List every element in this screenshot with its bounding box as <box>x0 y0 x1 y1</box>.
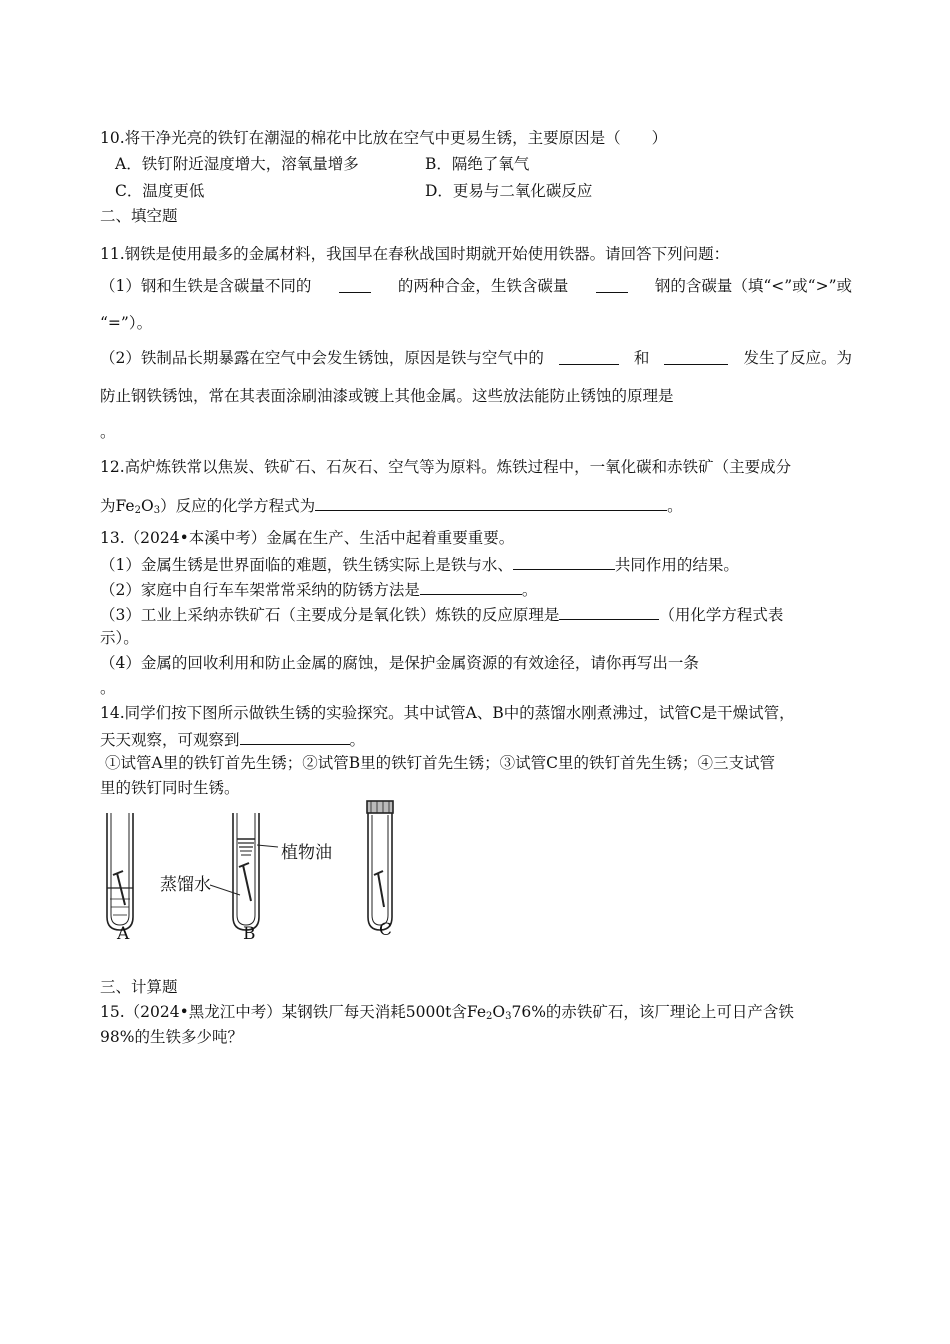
q15-sub1: 2 <box>486 1011 493 1022</box>
tube-b <box>233 813 259 930</box>
q12-sub1: 2 <box>134 505 141 516</box>
q10-option-d: D．更易与二氧化碳反应 <box>425 182 593 200</box>
q13-part4-end: 。 <box>100 679 116 697</box>
q13-part4: （4）金属的回收利用和防止金属的腐蚀，是保护金属资源的有效途径，请你再写出一条 <box>100 654 699 672</box>
q11-part1-line2: “=”）。 <box>100 314 153 332</box>
q10-option-c: C．温度更低 <box>115 182 205 200</box>
q11-p1-text-a: （1）钢和生铁是含碳量不同的 <box>100 277 312 295</box>
q11-part2-line1 <box>100 348 852 368</box>
section-heading-calculation: 三、计算题 <box>100 978 178 996</box>
q14-line3: ①试管A里的铁钉首先生锈；②试管B里的铁钉首先生锈；③试管C里的铁钉首先生锈；④三支试管 <box>105 754 775 772</box>
q15-text-a: 15.（2024•黑龙江中考）某钢铁厂每天消耗5000t含Fe <box>100 1003 486 1021</box>
q13-p2-text-b: 。 <box>521 581 538 599</box>
q15-text-o: O <box>492 1003 506 1021</box>
q10-option-a: A．铁钉附近湿度增大，溶氧量增多 <box>115 155 359 173</box>
q11-blank-1[interactable] <box>339 276 371 293</box>
q11-p1-text-c: 钢的含碳量（填“<”或“>”或 <box>654 277 852 295</box>
q11-p2-text-b: 和 <box>633 349 650 367</box>
q11-stem: 11.钢铁是使用最多的金属材料，我国早在春秋战国时期就开始使用铁器。请回答下列问题： <box>100 245 730 263</box>
q13-part3 <box>100 603 783 625</box>
q10-stem: 10.将干净光亮的铁钉在潮湿的棉花中比放在空气中更易生锈，主要原因是（ ） <box>100 129 668 147</box>
q12-text-o: O <box>140 497 154 515</box>
q13-p3-text-a: （3）工业上采纳赤铁矿石（主要成分是氧化铁）炼铁的反应原理是 <box>100 606 560 624</box>
tube-label-c: C <box>379 920 393 940</box>
q14-line2 <box>100 728 365 750</box>
q11-p2-text-c: 发生了反应。为 <box>743 349 852 367</box>
q11-blank-3[interactable] <box>559 348 619 365</box>
q13-p1-text-b: 共同作用的结果。 <box>614 556 739 574</box>
q11-p2-text-a: （2）铁制品长期暴露在空气中会发生锈蚀，原因是铁与空气中的 <box>100 349 544 367</box>
q14-blank[interactable] <box>240 728 350 745</box>
q15-text-b: 76%的赤铁矿石，该厂理论上可日产含铁 <box>511 1003 794 1021</box>
q13-stem: 13.（2024•本溪中考）金属在生产、生活中起着重要重要。 <box>100 529 515 547</box>
q11-part2-line3: 。 <box>100 423 116 441</box>
q12-text-c: 。 <box>667 497 683 515</box>
oil-leader-line <box>257 845 278 847</box>
q11-part2-line2: 防止钢铁锈蚀，常在其表面涂刷油漆或镀上其他金属。这些放法能防止锈蚀的原理是 <box>100 387 674 405</box>
q12-blank[interactable] <box>315 494 667 511</box>
water-leader-line <box>210 885 240 895</box>
q12-text-a: 为Fe <box>100 497 135 515</box>
q13-blank-3[interactable] <box>559 603 659 620</box>
q13-part2 <box>100 578 537 600</box>
q12-line1: 12.高炉炼铁常以焦炭、铁矿石、石灰石、空气等为原料。炼铁过程中，一氧化碳和赤铁矿（主要成分 <box>100 458 792 476</box>
q13-blank-2[interactable] <box>420 578 522 595</box>
test-tube-figure <box>95 795 425 950</box>
tube-c <box>367 801 393 930</box>
q10-option-b: B．隔绝了氧气 <box>425 155 530 173</box>
q11-blank-2[interactable] <box>596 276 628 293</box>
q14-line4: 里的铁钉同时生锈。 <box>100 779 240 797</box>
q13-p1-text-a: （1）金属生锈是世界面临的难题，铁生锈实际上是铁与水、 <box>100 556 513 574</box>
q15-line1 <box>100 1002 794 1027</box>
tube-label-a: A <box>117 924 130 944</box>
q13-blank-1[interactable] <box>513 553 615 570</box>
section-heading-fill-in: 二、填空题 <box>100 207 178 225</box>
q14-text-b: 。 <box>349 731 366 749</box>
q13-p3-text-b: （用化学方程式表 <box>659 606 784 624</box>
tube-a <box>107 813 133 930</box>
q13-part1 <box>100 553 739 575</box>
q11-blank-4[interactable] <box>664 348 728 365</box>
q11-p1-text-b: 的两种合金，生铁含碳量 <box>397 277 569 295</box>
q11-part1-line1 <box>100 276 852 296</box>
q14-text-a: 天天观察，可观察到 <box>100 731 240 749</box>
tube-label-b: B <box>243 924 256 944</box>
label-vegetable-oil: 植物油 <box>281 843 332 863</box>
q15-sub2: 3 <box>505 1011 512 1022</box>
q12-text-b: ）反应的化学方程式为 <box>160 497 316 515</box>
q13-part3-cont: 示）。 <box>100 629 139 647</box>
q13-p2-text-a: （2）家庭中自行车车架常常采纳的防锈方法是 <box>100 581 420 599</box>
q12-sub2: 3 <box>153 505 161 516</box>
q15-line2: 98%的生铁多少吨？ <box>100 1028 243 1046</box>
q12-line2 <box>100 494 683 521</box>
label-distilled-water: 蒸馏水 <box>160 875 211 895</box>
q14-line1: 14.同学们按下图所示做铁生锈的实验探究。其中试管A、B中的蒸馏水刚煮沸过，试管C是干燥试管， <box>100 704 795 722</box>
